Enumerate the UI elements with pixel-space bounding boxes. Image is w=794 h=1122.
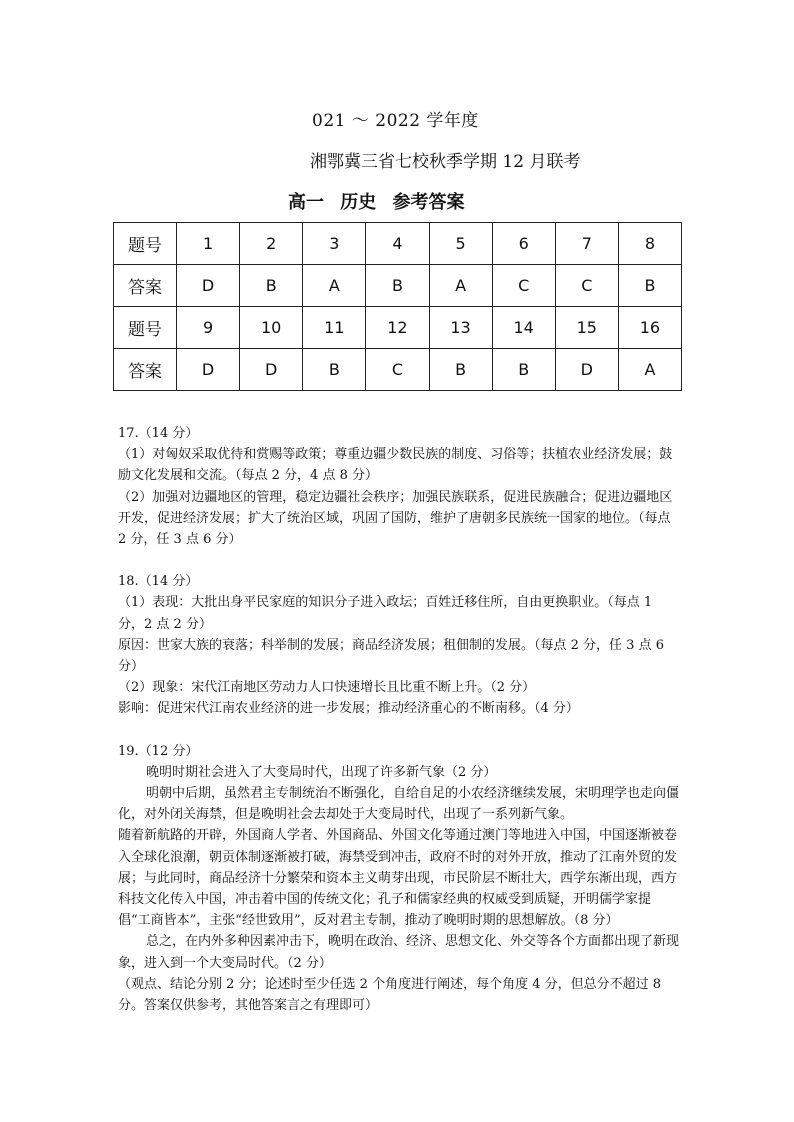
table-cell: 13 bbox=[429, 307, 492, 349]
q19-scoring-note: （观点、结论分别 2 分；论述时至少任选 2 个角度进行阐述，每个角度 4 分，但总分不超过 8 分。答案仅供参考，其他答案言之有理即可） bbox=[118, 976, 662, 1014]
table-row bbox=[114, 223, 682, 265]
table-row bbox=[114, 349, 682, 391]
q18-part3: （2）现象：宋代江南地区劳动力人口快速增长且比重不断上升。（2 分） bbox=[118, 680, 536, 696]
table-cell: B bbox=[618, 265, 681, 307]
table-cell: 2 bbox=[240, 223, 303, 265]
q17-part2: （2）加强对边疆地区的管理，稳定边疆社会秩序；加强民族联系，促进民族融合；促进边疆地区开发，促进经济发展；扩大了统治区域，巩固了国防，维护了唐朝多民族统一国家的地位。（每点 2 分，任 3 点 6 分） bbox=[118, 489, 673, 548]
row-label: 答案 bbox=[114, 349, 177, 391]
q18-heading: 18.（14 分） bbox=[118, 574, 199, 590]
table-cell: 9 bbox=[177, 307, 240, 349]
table-cell: 8 bbox=[618, 223, 681, 265]
table-cell: B bbox=[366, 265, 429, 307]
q18-part1: （1）表现：大批出身平民家庭的知识分子进入政坛；百姓迁移住所，自由更换职业。（每点 1 分，2 点 2 分） bbox=[118, 595, 653, 632]
row-label: 题号 bbox=[114, 307, 177, 349]
table-cell: A bbox=[303, 265, 366, 307]
table-cell: 15 bbox=[555, 307, 618, 349]
table-cell: 10 bbox=[240, 307, 303, 349]
table-cell: C bbox=[492, 265, 555, 307]
q19-conclusion: 总之，在内外多种因素冲击下，晚明在政治、经济、思想文化、外交等各个方面都出现了新现象，进入到一个大变局时代。（2 分） bbox=[118, 934, 680, 971]
table-row bbox=[114, 265, 682, 307]
table-cell: D bbox=[240, 349, 303, 391]
table-cell: 6 bbox=[492, 223, 555, 265]
row-label: 答案 bbox=[114, 265, 177, 307]
q19-paragraph: 明朝中后期，虽然君主专制统治不断强化，自给自足的小农经济继续发展，宋明理学也走向僵化，对外闭关海禁，但是晚明社会去却处于大变局时代，出现了一系列新气象。 bbox=[118, 786, 680, 823]
table-cell: A bbox=[429, 265, 492, 307]
table-cell: 11 bbox=[303, 307, 366, 349]
table-cell: C bbox=[555, 265, 618, 307]
table-cell: B bbox=[492, 349, 555, 391]
table-cell: 16 bbox=[618, 307, 681, 349]
table-cell: D bbox=[177, 265, 240, 307]
table-cell: 7 bbox=[555, 223, 618, 265]
exam-title: 湘鄂冀三省七校秋季学期 12 月联考 bbox=[310, 152, 581, 172]
q17-heading: 17.（14 分） bbox=[118, 426, 199, 441]
table-cell: B bbox=[240, 265, 303, 307]
answer-table bbox=[113, 222, 682, 391]
q18-part2: 原因：世家大族的衰落；科举制的发展；商品经济发展；租佃制的发展。（每点 2 分，任 3 点 6 分） bbox=[118, 637, 664, 675]
answer-content bbox=[118, 423, 680, 1016]
subject-title: 高一 历史 参考答案 bbox=[288, 192, 465, 213]
q17-part1: （1）对匈奴采取优待和赏赐等政策；尊重边疆少数民族的制度、习俗等；扶植农业经济发展；鼓励文化发展和交流。（每点 2 分，4 点 8 分） bbox=[118, 447, 673, 484]
row-label: 题号 bbox=[114, 223, 177, 265]
table-cell: 14 bbox=[492, 307, 555, 349]
school-year-title: 021 ～ 2022 学年度 bbox=[312, 111, 479, 131]
table-cell: 5 bbox=[429, 223, 492, 265]
table-cell: B bbox=[429, 349, 492, 391]
table-cell: B bbox=[303, 349, 366, 391]
table-row bbox=[114, 307, 682, 349]
table-cell: 1 bbox=[177, 223, 240, 265]
table-cell: A bbox=[618, 349, 681, 391]
q18-part4: 影响：促进宋代江南农业经济的进一步发展；推动经济重心的不断南移。（4 分） bbox=[118, 701, 579, 717]
q19-thesis: 晚明时期社会进入了大变局时代，出现了许多新气象（2 分） bbox=[146, 764, 497, 780]
table-cell: C bbox=[366, 349, 429, 391]
table-cell: D bbox=[555, 349, 618, 391]
q19-paragraph: 随着新航路的开辟，外国商人学者、外国商品、外国文化等通过澳门等地进入中国，中国逐渐被卷入全球化浪潮，朝贡体制逐渐被打破，海禁受到冲击，政府不时的对外开放，推动了江南外贸的发展；与此同时，商品经济十分繁荣和资本主义萌芽出现，市民阶层不断壮大，西学东渐出现，西方科技文化传入中国，冲击着中国的传统文化；孔子和儒家经典的权威受到质疑，开明儒学家提倡“工商皆本”，主张“经世致用”，反对君主专制，推动了晚明时期的思想解放。（8 分） bbox=[118, 828, 678, 929]
table-cell: 4 bbox=[366, 223, 429, 265]
q19-heading: 19.（12 分） bbox=[118, 743, 199, 759]
table-cell: 3 bbox=[303, 223, 366, 265]
table-cell: D bbox=[177, 349, 240, 391]
table-cell: 12 bbox=[366, 307, 429, 349]
